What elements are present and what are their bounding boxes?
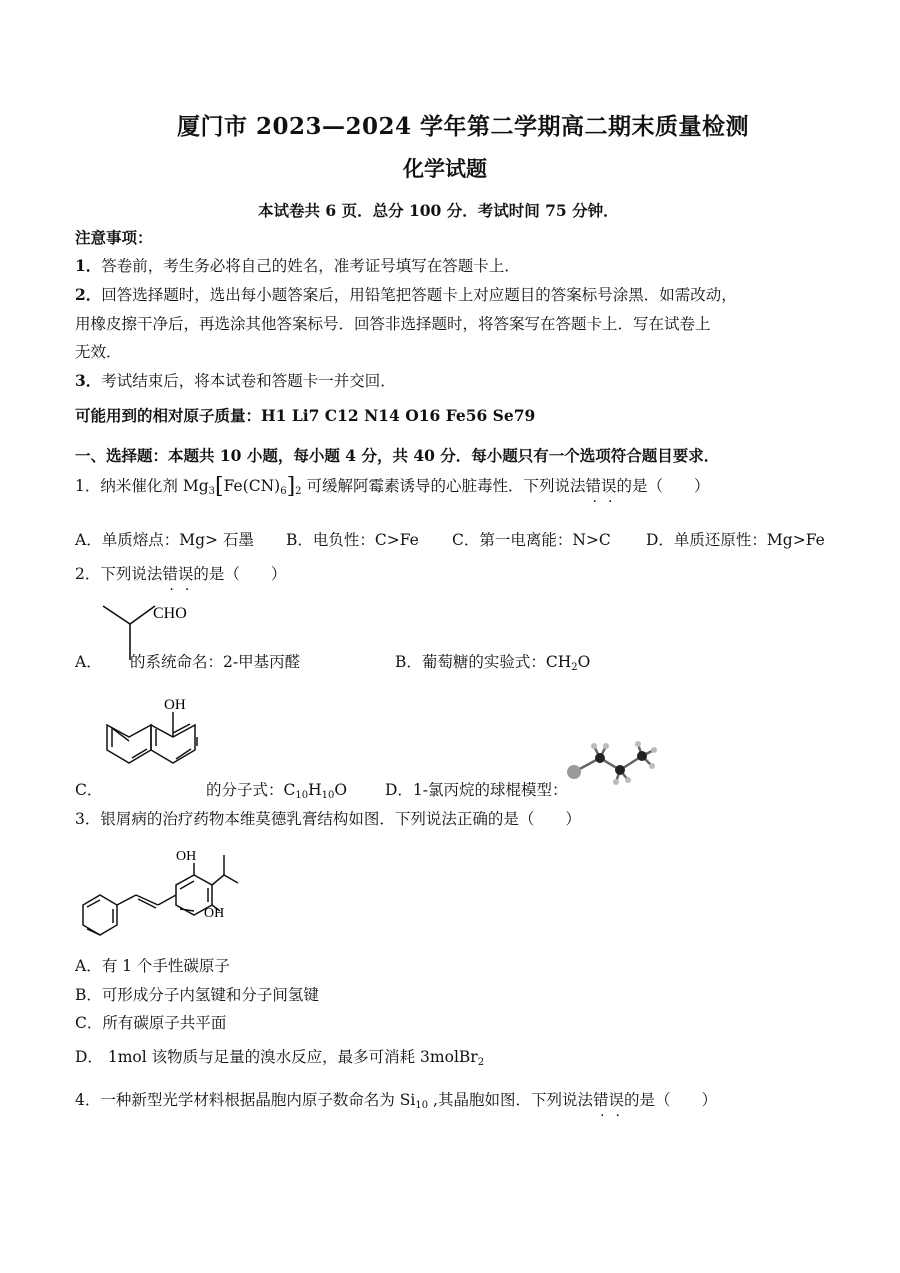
question-1-option-b: B．电负性：C>Fe (286, 531, 419, 549)
svg-text:OH: OH (204, 906, 225, 921)
section-1-heading: 一、选择题：本题共 10 小题，每小题 4 分，共 40 分．每小题只有一个选项符合题目要求． (75, 446, 720, 465)
notes-heading: 注意事项： (75, 228, 153, 247)
question-2-option-a-text: 的系统命名：2-甲基丙醛 (130, 653, 301, 671)
question-3-stem: 3．银屑病的治疗药物本维莫德乳膏结构如图．下列说法正确的是（ ） (75, 810, 581, 828)
svg-text:CHO: CHO (153, 605, 187, 622)
question-2-option-c-text: 的分子式：$C_{10}H_{10}O$ (206, 781, 348, 801)
question-3-option-d: D． 1mol 该物质与足量的溴水反应，最多可消耗 3molBr$_2$ (75, 1048, 485, 1068)
question-4-stem: 4．一种新型光学材料根据晶胞内原子数命名为 $Si_{10}$ ,其晶胞如图．下列说法错误的是（ ） (75, 1091, 718, 1111)
note-2-line-3: 无效． (75, 343, 122, 361)
question-2-option-c-label: C． (75, 781, 103, 799)
exam-title: 厦门市 2023—2024 学年第二学期高二期末质量检测 (177, 113, 750, 140)
question-3-option-a: A．有 1 个手性碳原子 (75, 957, 230, 975)
note-2-line-1: 2．回答选择题时，选出每小题答案后，用铅笔把答题卡上对应题目的答案标号涂黑．如需改动， (75, 285, 737, 304)
exam-info: 本试卷共 6 页．总分 100 分．考试时间 75 分钟． (258, 201, 619, 220)
question-1-option-a: A．单质熔点：Mg> 石墨 (75, 531, 254, 549)
question-3-option-c: C．所有碳原子共平面 (75, 1014, 227, 1032)
question-1-option-c: C．第一电离能：N>C (452, 531, 611, 549)
question-3-option-b: B．可形成分子内氢键和分子间氢键 (75, 986, 319, 1004)
question-2-stem: 2．下列说法错误的是（ ） (75, 565, 287, 583)
chloropropane-ball-stick-model (562, 738, 666, 788)
question-1-stem: 1．纳米催化剂 $Mg_3[Fe(CN)_6]_2$ 可缓解阿霉素诱导的心脏毒性．下列说法错误的是（ ） (75, 474, 710, 499)
atomic-masses: 可能用到的相对原子质量：H1 Li7 C12 N14 O16 Fe56 Se79 (75, 406, 536, 425)
question-1-option-d: D．单质还原性：Mg>Fe (646, 531, 825, 549)
note-1: 1．答卷前，考生务必将自己的姓名，准考证号填写在答题卡上． (75, 256, 520, 275)
note-2-line-2: 用橡皮擦干净后，再选涂其他答案标号．回答非选择题时，将答案写在答题卡上．写在试卷上 (75, 315, 711, 333)
svg-text:OH: OH (164, 697, 186, 713)
note-3: 3．考试结束后，将本试卷和答题卡一并交回． (75, 371, 396, 390)
svg-text:OH: OH (176, 849, 197, 864)
exam-subject: 化学试题 (403, 156, 487, 181)
question-2-option-b: B．葡萄糖的实验式：$CH_2O$ (395, 653, 591, 673)
question-2-option-d: D．1-氯丙烷的球棍模型： (385, 781, 568, 799)
benvitimod-structure (80, 845, 260, 940)
naphthol-structure (100, 694, 210, 794)
question-2-option-a-label: A． (75, 653, 102, 671)
